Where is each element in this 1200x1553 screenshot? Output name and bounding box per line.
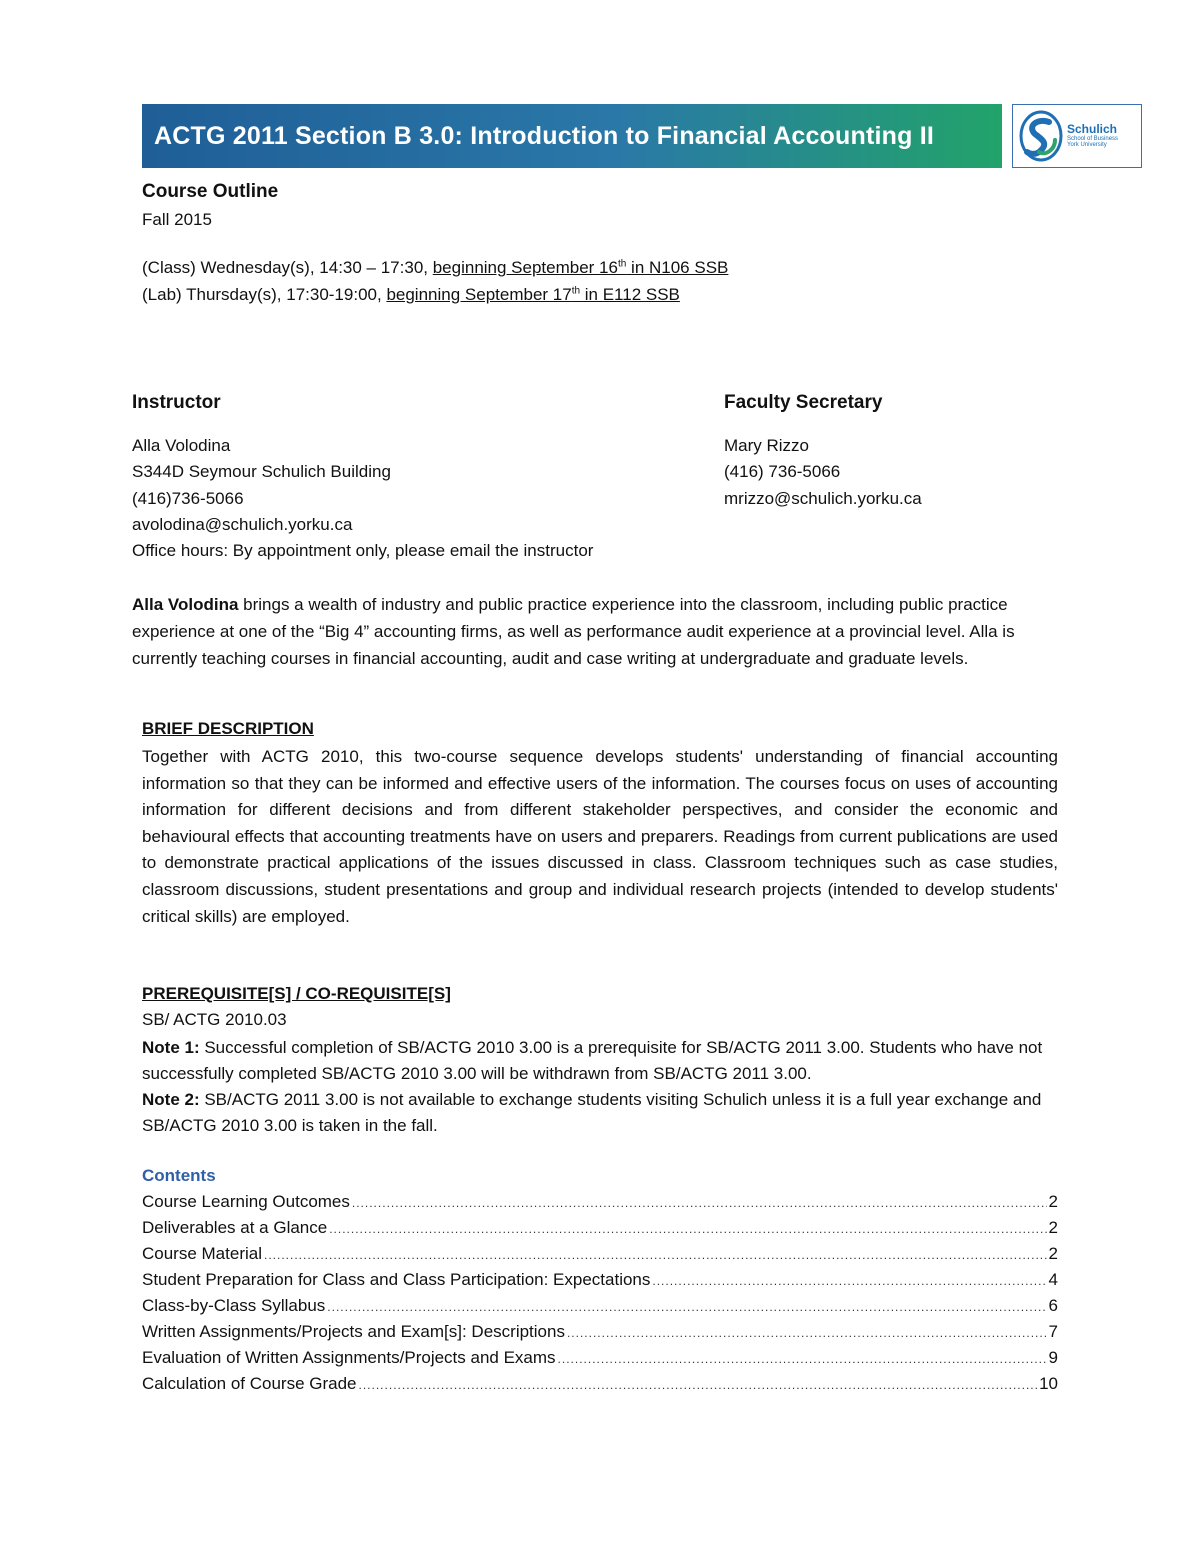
term: Fall 2015 (142, 210, 212, 229)
toc-leader (352, 1192, 1047, 1212)
contents-heading: Contents (142, 1166, 216, 1185)
toc-label: Class-by-Class Syllabus (142, 1296, 326, 1315)
class-room: in N106 SSB (626, 258, 729, 277)
prerequisite-note-1 (142, 1035, 1058, 1087)
toc-leader (327, 1296, 1046, 1316)
toc-entry-deliverables[interactable] (142, 1218, 1058, 1244)
toc-entry-course-material[interactable] (142, 1244, 1058, 1270)
class-prefix: (Class) Wednesday(s), 14:30 – 17:30, (142, 258, 433, 277)
toc-label: Evaluation of Written Assignments/Projects and Exams (142, 1348, 556, 1367)
brief-description-text: Together with ACTG 2010, this two-course sequence develops students' understanding of financial accounting information so that they can be informed and effective users of the information. The courses focus on uses of accounting information for different decisions and from different stakeholder perspectives, and consider the economic and behavioural effects that accounting treatments have on users and preparers. Readings from current publications are used to demonstrate practical applications of the issues discussed in class. Classroom techniques such as case studies, classroom discussions, student presentations and group and individual research projects (intended to develop students' critical skills) are employed. (142, 747, 1058, 926)
instructor-office-hours: Office hours: By appointment only, please email the instructor (132, 541, 594, 560)
secretary-heading: Faculty Secretary (724, 392, 883, 413)
toc-entry-written-assignments[interactable] (142, 1322, 1058, 1348)
prerequisite-heading: PREREQUISITE[S] / CO-REQUISITE[S] (142, 984, 451, 1003)
toc-label: Written Assignments/Projects and Exam[s]: Descriptions (142, 1322, 565, 1341)
instructor-heading: Instructor (132, 392, 221, 413)
toc-leader (567, 1322, 1047, 1342)
instructor-email[interactable]: avolodina@schulich.yorku.ca (132, 515, 353, 534)
secretary-email[interactable]: mrizzo@schulich.yorku.ca (724, 489, 922, 508)
schulich-logo (1012, 104, 1142, 168)
course-outline-heading: Course Outline (142, 181, 279, 202)
lab-prefix: (Lab) Thursday(s), 17:30-19:00, (142, 285, 387, 304)
toc-label: Deliverables at a Glance (142, 1218, 328, 1237)
toc-leader (359, 1374, 1038, 1394)
toc-entry-syllabus[interactable] (142, 1296, 1058, 1322)
instructor-name: Alla Volodina (132, 436, 231, 455)
toc-leader (558, 1348, 1047, 1368)
lab-start-link (386, 285, 679, 304)
secretary-phone: (416) 736-5066 (724, 462, 841, 481)
note-1-text: Successful completion of SB/ACTG 2010 3.00 is a prerequisite for SB/ACTG 2011 3.00. Students who have not successfully completed SB/ACTG 2010 3.00 will be withdrawn from SB/ACTG 2011 3.00. (142, 1038, 1043, 1083)
title-banner (142, 104, 1002, 168)
toc-page: 2 (1048, 1218, 1058, 1237)
class-start-sup: th (617, 258, 627, 270)
class-start: beginning September 16 (432, 258, 618, 277)
lab-start-sup: th (571, 285, 581, 297)
secretary-name: Mary Rizzo (724, 436, 810, 455)
toc-label: Student Preparation for Class and Class Participation: Expectations (142, 1270, 651, 1289)
toc-page: 4 (1048, 1270, 1058, 1289)
schulich-s-icon (1019, 110, 1063, 162)
prerequisite-course: SB/ ACTG 2010.03 (142, 1010, 287, 1029)
toc-entry-student-preparation[interactable] (142, 1270, 1058, 1296)
toc-entry-course-grade[interactable] (142, 1374, 1058, 1400)
toc-page: 2 (1048, 1192, 1058, 1211)
toc-entry-evaluation[interactable] (142, 1348, 1058, 1374)
bio-text: brings a wealth of industry and public practice experience into the classroom, including public practice experience at one of the “Big 4” accounting firms, as well as performance audit experience at a provincial level. Alla is currently teaching courses in financial accounting, audit and case writing at undergraduate and graduate levels. (132, 595, 1015, 668)
note-2-label: Note 2: (142, 1090, 200, 1109)
toc-page: 7 (1048, 1322, 1058, 1341)
toc-page: 9 (1048, 1348, 1058, 1367)
note-2-text: SB/ACTG 2011 3.00 is not available to exchange students visiting Schulich unless it is a full year exchange and SB/ACTG 2010 3.00 is taken in the fall. (142, 1090, 1042, 1135)
toc-leader (329, 1218, 1046, 1238)
toc-label: Calculation of Course Grade (142, 1374, 357, 1393)
toc-leader (264, 1244, 1047, 1264)
lab-schedule (142, 285, 680, 305)
toc-entry-learning-outcomes[interactable] (142, 1192, 1058, 1218)
instructor-bio (132, 591, 1032, 672)
lab-room: in E112 SSB (580, 285, 680, 304)
toc-page: 2 (1048, 1244, 1058, 1263)
logo-sub-school: School of Business (1067, 136, 1119, 142)
toc-page: 6 (1048, 1296, 1058, 1315)
toc-label: Course Material (142, 1244, 262, 1263)
toc-page: 10 (1039, 1374, 1058, 1393)
toc-label: Course Learning Outcomes (142, 1192, 350, 1211)
instructor-phone: (416)736-5066 (132, 489, 244, 508)
course-title: ACTG 2011 Section B 3.0: Introduction to Financial Accounting II (154, 121, 935, 150)
prerequisite-note-2 (142, 1087, 1058, 1139)
lab-start: beginning September 17 (386, 285, 572, 304)
class-start-link (433, 258, 729, 277)
bio-name: Alla Volodina (132, 595, 239, 614)
class-schedule (142, 258, 728, 278)
toc-leader (652, 1270, 1046, 1290)
table-of-contents (142, 1192, 1058, 1400)
logo-name: Schulich (1067, 122, 1118, 137)
note-1-label: Note 1: (142, 1038, 200, 1057)
brief-description-heading: BRIEF DESCRIPTION (142, 719, 314, 738)
logo-sub-university: York University (1067, 142, 1107, 149)
instructor-office: S344D Seymour Schulich Building (132, 462, 391, 481)
